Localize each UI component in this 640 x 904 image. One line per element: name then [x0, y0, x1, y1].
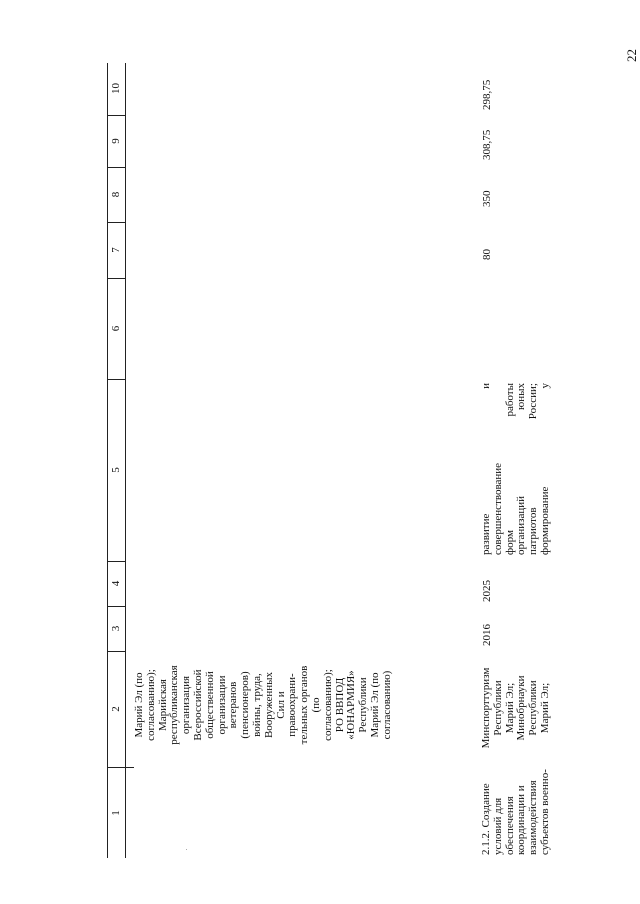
row-col10-value: 298,75 [481, 79, 493, 110]
text-line: общественной [203, 671, 216, 739]
page-number: 22 [624, 49, 639, 62]
header-col-7: 7 [108, 222, 125, 279]
text-line: РО ВВПОД [333, 677, 346, 733]
text-line: формирование у [538, 383, 551, 555]
row-col8-value: 350 [481, 190, 493, 207]
text-line: субъектов военно- [538, 769, 551, 855]
row-col3-start-year: 2016 [481, 624, 493, 646]
text-line: обеспечения [503, 796, 516, 855]
text-line: Республики [527, 680, 540, 736]
text-line: Марий Эл (по [368, 672, 381, 738]
text-line: Республики [357, 677, 370, 733]
column-separator [124, 767, 134, 768]
text-line: условий для [491, 797, 504, 855]
text-line: совершенствование [491, 462, 504, 555]
text-line: 2.1.2. Создание [480, 783, 492, 855]
text-line: (пенсионеров) [239, 671, 252, 739]
header-col-8: 8 [108, 167, 125, 223]
text-line: координации и [515, 785, 528, 855]
text-line: Марийская [156, 679, 169, 731]
text-line: согласованию); [144, 669, 157, 741]
text-line: «ЮНАРМИЯ» [345, 670, 358, 740]
header-col-3: 3 [108, 606, 125, 652]
text-line: Всероссийской [191, 669, 204, 741]
rotated-table [107, 63, 577, 858]
text-line: правоохрани- [286, 673, 299, 737]
row-col1-measure [481, 767, 552, 855]
text-line: Вооруженных [262, 671, 275, 739]
text-line: Марий Эл (по [133, 672, 145, 738]
text-line: организации [215, 675, 228, 735]
text-line: организация [180, 675, 193, 735]
text-line: патриотов России; [527, 383, 540, 555]
text-line: развитие и [480, 383, 492, 555]
text-line: Республики [491, 680, 504, 736]
continuation-col2 [134, 652, 394, 758]
text-line: войны, труда, [250, 673, 263, 737]
header-col-10: 10 [108, 62, 125, 116]
text-line: согласованию) [380, 670, 393, 740]
row-col4-end-year: 2025 [481, 580, 493, 602]
text-line: Сил и [274, 691, 287, 719]
row-col2-executors [481, 652, 552, 764]
table-header-row [107, 63, 126, 858]
row-col7-value: 80 [481, 249, 493, 260]
text-line: (по [309, 697, 322, 713]
header-col-2: 2 [108, 651, 125, 768]
header-col-1: 1 [110, 810, 122, 816]
text-line: согласованию); [321, 669, 334, 741]
row-col5-result [481, 383, 552, 555]
text-line: организаций юных [515, 383, 528, 555]
text-line: республиканская [168, 665, 181, 745]
row-col9-value: 308,75 [481, 129, 493, 160]
text-line: ветеранов [227, 681, 240, 729]
text-line: взаимодействия [527, 780, 540, 855]
header-col-4: 4 [108, 561, 125, 607]
text-line: Минобрнауки [515, 675, 528, 741]
text-line: Марий Эл; [538, 682, 551, 734]
text-line: Минспорттуризм [480, 667, 492, 749]
header-col-6: 6 [108, 278, 125, 380]
text-line: тельных органов [298, 665, 311, 745]
header-col-5: 5 [108, 379, 125, 562]
text-line: форм работы [503, 383, 516, 555]
header-col-9: 9 [108, 115, 125, 168]
text-line: Марий Эл; [503, 682, 516, 734]
